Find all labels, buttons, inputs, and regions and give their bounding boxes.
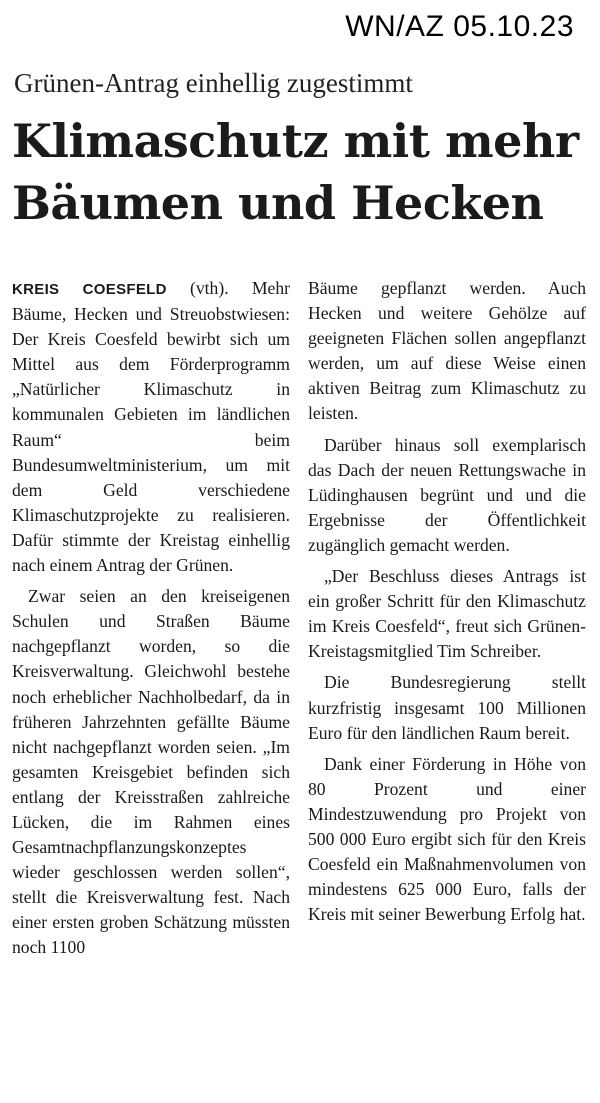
lead-text: (vth). Mehr Bäume, Hecken und Streuobstwiesen: Der Kreis Coesfeld bewirbt sich um Mittel aus dem Förderprogramm „Natürlicher Klimaschutz in kommunalen Gebieten im ländlichen Raum“ beim Bundesumweltministerium, um mit dem Geld verschiedene Klimaschutzprojekte zu realisieren. Dafür stimmte der Kreistag einhellig nach einem Antrag der Grünen. (12, 278, 290, 576)
column-2 (308, 276, 586, 961)
paragraph: „Der Beschluss dieses Antrags ist ein großer Schritt für den Klimaschutz im Kreis Coesfeld“, freut sich Grünen-Kreistagsmitglied Tim Schreiber. (308, 566, 586, 662)
paragraph: Dank einer Förderung in Höhe von 80 Prozent und einer Mindestzuwendung pro Projekt von 500 000 Euro ergibt sich für den Kreis Coesfeld ein Maßnahmenvolumen von mindestens 625 000 Euro, falls der Kreis mit seiner Bewerbung Erfolg hat. (308, 753, 586, 925)
dateline: KREIS COESFELD (12, 281, 167, 298)
paragraph: Zwar seien an den kreiseigenen Schulen und Straßen Bäume nachgepflanzt worden, so die Kreisverwaltung. Gleichwohl bestehe noch erheblicher Nachholbedarf, da in früheren Jahrzehnten gefällte Bäume nicht nachgepflanzt worden seien. „Im gesamten Kreisgebiet befinden sich entlang der Kreisstraßen zahlreiche Lücken, die im Rahmen eines Gesamtnachpflanzungskonzeptes wieder geschlossen werden sollen“, stellt die Kreisverwaltung fest. Nach einer ersten groben Schätzung müssten noch 1100 (12, 586, 290, 958)
paragraph (12, 276, 290, 578)
source-tag: WN/AZ 05.10.23 (345, 10, 574, 43)
kicker: Grünen-Antrag einhellig zugestimmt (14, 68, 413, 98)
paragraph: Bäume gepflanzt werden. Auch Hecken und weitere Gehölze auf geeigneten Flächen sollen angepflanzt werden, um auf diese Weise einen aktiven Beitrag zum Klimaschutz zu leisten. (308, 278, 586, 424)
headline: Klimaschutz mit mehr Bäumen und Hecken (12, 114, 579, 230)
paragraph: Die Bundesregierung stellt kurzfristig insgesamt 100 Millionen Euro für den ländlichen Raum bereit. (308, 672, 586, 743)
article-body (12, 276, 586, 961)
paragraph: Darüber hinaus soll exemplarisch das Dach der neuen Rettungswache in Lüdinghausen begrünt und und die Ergebnisse der Öffentlichkeit zugänglich gemacht werden. (308, 434, 586, 555)
column-1 (12, 276, 290, 961)
